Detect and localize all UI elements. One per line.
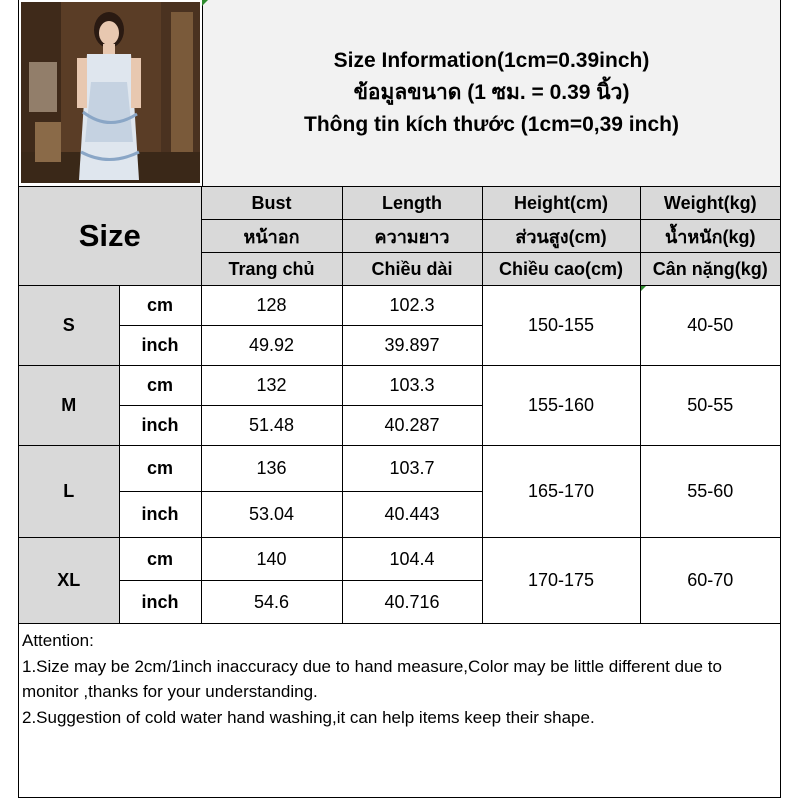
- title-english: Size Information(1cm=0.39inch): [333, 49, 650, 72]
- table-row: [19, 538, 780, 581]
- bust-inch-value: 49.92: [201, 326, 342, 366]
- bust-inch-value: 54.6: [201, 581, 342, 624]
- weight-range: 50-55: [640, 366, 780, 446]
- note-item: 2.Suggestion of cold water hand washing,it can help items keep their shape.: [22, 707, 595, 727]
- bust-header-thai: หน้าอก: [201, 220, 342, 253]
- model-in-dress-image: [21, 2, 200, 183]
- size-label-l: L: [19, 446, 119, 538]
- bust-inch-value: 51.48: [201, 406, 342, 446]
- length-inch-value: 40.716: [342, 581, 482, 624]
- unit-inch: inch: [119, 581, 201, 624]
- product-photo: [21, 2, 200, 183]
- size-table: [19, 186, 780, 624]
- title-vietnamese: Thông tin kích thước (1cm=0,39 inch): [304, 113, 679, 136]
- height-header: Height(cm): [482, 187, 640, 220]
- bust-header: Bust: [201, 187, 342, 220]
- length-cm-value: 104.4: [342, 538, 482, 581]
- length-header: Length: [342, 187, 482, 220]
- cell-comment-marker: [641, 286, 646, 291]
- height-header-vi: Chiều cao(cm): [482, 253, 640, 286]
- weight-header: Weight(kg): [640, 187, 780, 220]
- length-cm-value: 103.7: [342, 446, 482, 492]
- height-range: 170-175: [482, 538, 640, 624]
- length-inch-value: 40.443: [342, 492, 482, 538]
- bust-header-vi: Trang chủ: [201, 253, 342, 286]
- size-label-xl: XL: [19, 538, 119, 624]
- bust-cm-value: 136: [201, 446, 342, 492]
- table-row: [19, 446, 780, 492]
- size-chart-sheet: [18, 0, 781, 798]
- weight-range: 55-60: [640, 446, 780, 538]
- bust-cm-value: 132: [201, 366, 342, 406]
- height-range: 155-160: [482, 366, 640, 446]
- size-column-header: Size: [19, 187, 201, 286]
- unit-cm: cm: [119, 286, 201, 326]
- notes-heading: Attention:: [22, 631, 94, 650]
- header-area: [19, 0, 780, 186]
- unit-inch: inch: [119, 326, 201, 366]
- height-range: 150-155: [482, 286, 640, 366]
- unit-inch: inch: [119, 492, 201, 538]
- cell-comment-marker: [202, 0, 208, 6]
- note-item: 1.Size may be 2cm/1inch inaccuracy due to hand measure,Color may be little different due to monitor ,thanks for your understanding.: [22, 656, 722, 701]
- table-row: [19, 286, 780, 326]
- weight-range: 40-50: [640, 286, 780, 366]
- length-header-thai: ความยาว: [342, 220, 482, 253]
- unit-cm: cm: [119, 366, 201, 406]
- bust-cm-value: 128: [201, 286, 342, 326]
- length-inch-value: 40.287: [342, 406, 482, 446]
- table-row: [19, 366, 780, 406]
- weight-range: 60-70: [640, 538, 780, 624]
- bust-cm-value: 140: [201, 538, 342, 581]
- unit-cm: cm: [119, 446, 201, 492]
- size-label-m: M: [19, 366, 119, 446]
- title-box: [202, 0, 780, 186]
- height-range: 165-170: [482, 446, 640, 538]
- length-cm-value: 103.3: [342, 366, 482, 406]
- height-header-thai: ส่วนสูง(cm): [482, 220, 640, 253]
- unit-inch: inch: [119, 406, 201, 446]
- header-row-english: [19, 187, 780, 220]
- length-header-vi: Chiều dài: [342, 253, 482, 286]
- length-cm-value: 102.3: [342, 286, 482, 326]
- bust-inch-value: 53.04: [201, 492, 342, 538]
- size-label-s: S: [19, 286, 119, 366]
- weight-header-thai: น้ำหนัก(kg): [640, 220, 780, 253]
- length-inch-value: 39.897: [342, 326, 482, 366]
- title-thai: ข้อมูลขนาด (1 ซม. = 0.39 นิ้ว): [353, 81, 630, 104]
- weight-header-vi: Cân nặng(kg): [640, 253, 780, 286]
- attention-notes: [22, 628, 777, 730]
- unit-cm: cm: [119, 538, 201, 581]
